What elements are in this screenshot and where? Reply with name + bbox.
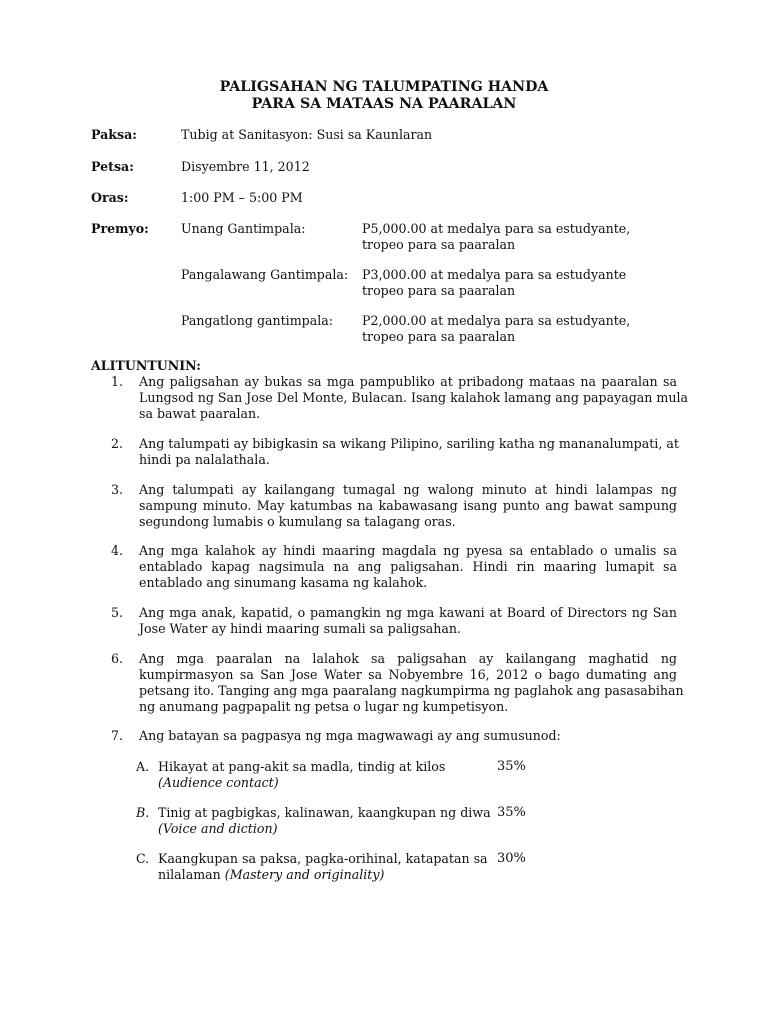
rule-line: Ang batayan sa pagpasya ng mga magwawagi ay ang sumusunod: xyxy=(139,728,561,743)
rule-line: entablado kapag nagsimula na ang paligsahan. Hindi rin maaring lumapit sa xyxy=(139,559,677,574)
prize-place: Pangatlong gantimpala: xyxy=(181,313,334,328)
prize-desc-line1: P2,000.00 at medalya para sa estudyante, xyxy=(362,313,631,328)
criterion-english: (Audience contact) xyxy=(158,775,279,790)
rule-line: Lungsod ng San Jose Del Monte, Bulacan. Isang kalahok lamang ang papayagan mula xyxy=(139,390,689,405)
rule-item xyxy=(91,436,677,468)
rule-text xyxy=(139,482,677,530)
criterion-percent: 35% xyxy=(497,759,526,774)
criterion-letter: A. xyxy=(136,759,150,774)
prize-description xyxy=(362,267,662,299)
rule-line: Ang mga anak, kapatid, o pamangkin ng mga kawani at Board of Directors ng San xyxy=(139,605,677,620)
criterion-tagalog: Kaangkupan sa paksa, pagka-orihinal, katapatan sa xyxy=(158,851,488,866)
criterion-percent: 30% xyxy=(497,851,526,866)
info-label: Premyo: xyxy=(91,221,149,236)
criterion-line1 xyxy=(158,851,498,867)
prize-description xyxy=(362,221,662,253)
criterion-line2 xyxy=(158,867,498,883)
criterion-text xyxy=(158,759,498,791)
info-label: Oras: xyxy=(91,190,129,205)
info-value: Tubig at Sanitasyon: Susi sa Kaunlaran xyxy=(181,127,433,142)
criterion-letter: B. xyxy=(136,805,150,820)
rule-text xyxy=(139,605,677,637)
rule-line: hindi pa nalalathala. xyxy=(139,452,270,467)
rule-line: petsang ito. Tanging ang mga paaralang nagkumpirma ng paglahok ang pasasabihan xyxy=(139,683,684,698)
rule-number: 4. xyxy=(111,543,124,558)
rule-line: sa bawat paaralan. xyxy=(139,406,261,421)
rule-item xyxy=(91,728,677,744)
criterion-line1 xyxy=(158,805,498,821)
rule-text xyxy=(139,543,677,591)
info-row-paksa xyxy=(91,127,691,147)
rule-line: sampung minuto. May katumbas na kabawasang isang punto ang bawat sampung xyxy=(139,498,677,513)
info-value: Disyembre 11, 2012 xyxy=(181,159,310,174)
rule-line: kumpirmasyon sa San Jose Water sa Nobyembre 16, 2012 o bago dumating ang xyxy=(139,667,677,682)
prize-desc-line2: tropeo para sa paaralan xyxy=(362,329,516,344)
document-title-line1: PALIGSAHAN NG TALUMPATING HANDA xyxy=(219,79,549,95)
criterion-tagalog: Hikayat at pang-akit sa madla, tindig at kilos xyxy=(158,759,446,774)
rule-text xyxy=(139,436,677,468)
rule-text xyxy=(139,651,684,715)
document-title-line2: PARA SA MATAAS NA PAARALAN xyxy=(251,96,517,112)
rule-line: Ang mga paaralan na lalahok sa paligsahan ay kailangang maghatid ng xyxy=(139,651,677,666)
info-row-petsa xyxy=(91,159,691,179)
rule-item xyxy=(91,374,689,422)
rule-item xyxy=(91,651,684,715)
rules-heading: ALITUNTUNIN: xyxy=(91,358,201,373)
rule-line: Ang mga kalahok ay hindi maaring magdala ng pyesa sa entablado o umalis sa xyxy=(139,543,677,558)
rule-line: Jose Water ay hindi maaring sumali sa paligsahan. xyxy=(139,621,462,636)
rule-text xyxy=(139,728,677,744)
rule-number: 3. xyxy=(111,482,124,497)
info-row-oras xyxy=(91,190,691,210)
info-label: Petsa: xyxy=(91,159,134,174)
info-value: 1:00 PM – 5:00 PM xyxy=(181,190,303,205)
criterion-tagalog: Tinig at pagbigkas, kalinawan, kaangkupan ng diwa xyxy=(158,805,491,820)
prize-desc-line2: tropeo para sa paaralan xyxy=(362,283,516,298)
criterion-line2 xyxy=(158,775,498,791)
criterion-letter: C. xyxy=(136,851,150,866)
prize-desc-line1: P5,000.00 at medalya para sa estudyante, xyxy=(362,221,631,236)
rule-line: Ang talumpati ay kailangang tumagal ng walong minuto at hindi lalampas ng xyxy=(139,482,677,497)
rule-number: 7. xyxy=(111,728,124,743)
rule-number: 2. xyxy=(111,436,124,451)
prize-desc-line2: tropeo para sa paaralan xyxy=(362,237,516,252)
rule-line: Ang talumpati ay bibigkasin sa wikang Pilipino, sariling katha ng mananalumpati, at xyxy=(139,436,679,451)
rule-line: segundong lumabis o kumulang sa talagang oras. xyxy=(139,514,456,529)
rule-item xyxy=(91,543,677,591)
criterion-text xyxy=(158,851,498,883)
criterion-english: (Voice and diction) xyxy=(158,821,278,836)
criterion-line2 xyxy=(158,821,498,837)
rule-number: 1. xyxy=(111,374,124,389)
rule-number: 5. xyxy=(111,605,124,620)
info-label: Paksa: xyxy=(91,127,137,142)
rule-text xyxy=(139,374,689,422)
criterion-line1 xyxy=(158,759,498,775)
rule-item xyxy=(91,605,677,637)
rule-line: Ang paligsahan ay bukas sa mga pampubliko at pribadong mataas na paaralan sa xyxy=(139,374,677,389)
criterion-text xyxy=(158,805,498,837)
rule-line: ng anumang pagpapalit ng petsa o lugar ng kumpetisyon. xyxy=(139,699,509,714)
criterion-english: (Mastery and originality) xyxy=(224,867,385,882)
prize-description xyxy=(362,313,662,345)
rule-item xyxy=(91,482,677,530)
criterion-tagalog: nilalaman xyxy=(158,867,225,882)
prize-place: Pangalawang Gantimpala: xyxy=(181,267,349,282)
rule-line: entablado ang sinumang kasama ng kalahok. xyxy=(139,575,428,590)
prize-place: Unang Gantimpala: xyxy=(181,221,306,236)
criterion-percent: 35% xyxy=(497,805,526,820)
prize-desc-line1: P3,000.00 at medalya para sa estudyante xyxy=(362,267,627,282)
rule-number: 6. xyxy=(111,651,124,666)
